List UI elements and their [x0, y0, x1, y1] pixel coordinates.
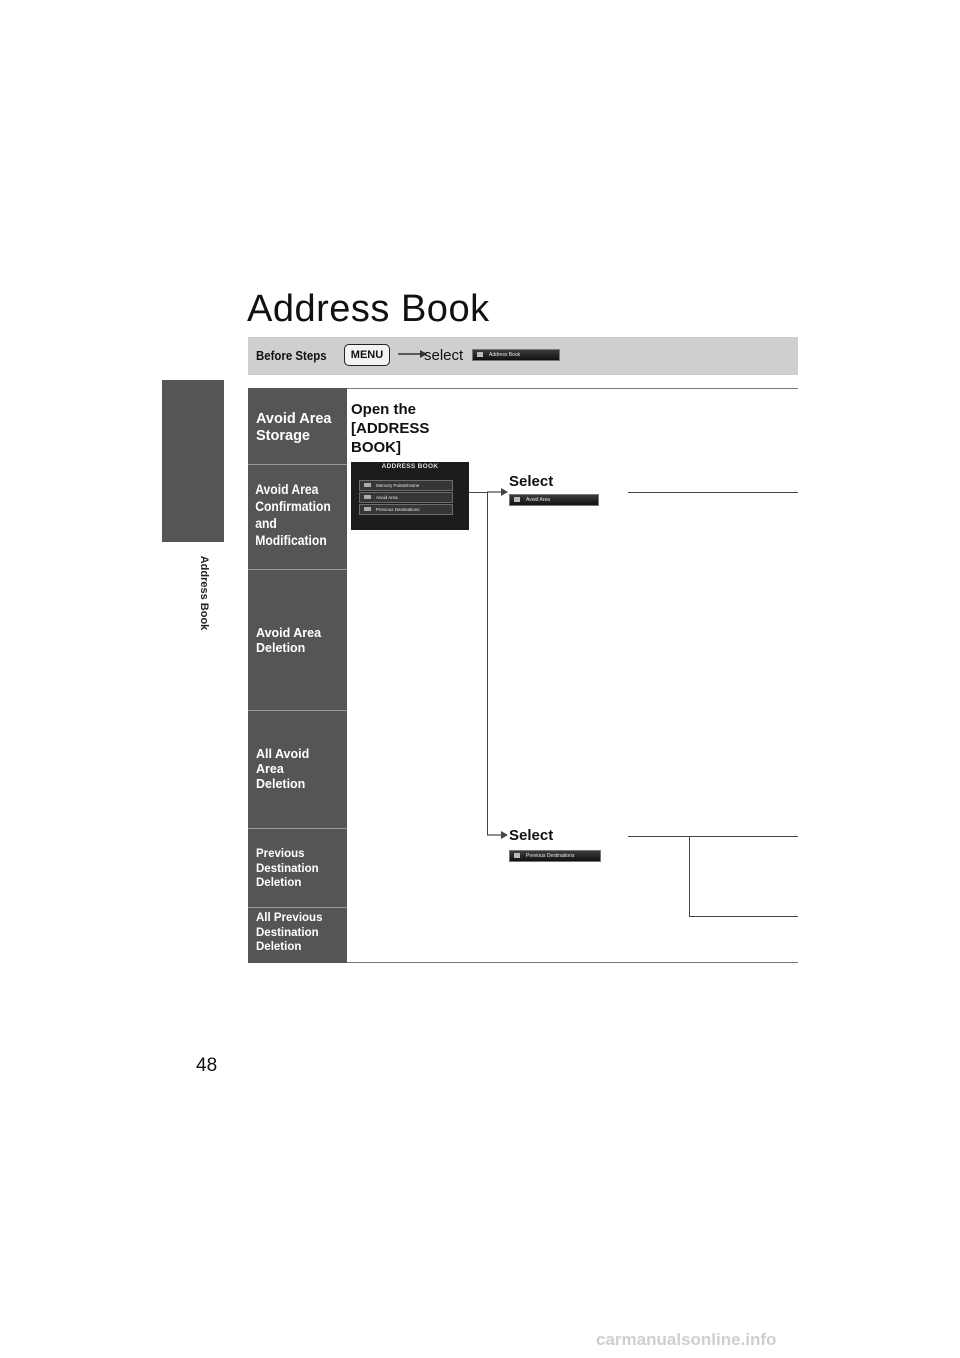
avoid-area-icon	[514, 497, 520, 502]
menu-button: MENU	[344, 344, 390, 366]
branch-line	[689, 836, 690, 917]
function-all-previous-destination-deletion: All Previous Destination Deletion	[256, 912, 323, 953]
function-list-column	[248, 388, 347, 963]
divider	[248, 464, 347, 465]
avoid-area-icon	[364, 495, 371, 499]
before-steps-bar	[248, 337, 798, 375]
branch-line	[628, 492, 798, 493]
connector-line	[469, 492, 487, 493]
divider	[248, 828, 347, 829]
before-steps-select-text: select	[424, 347, 464, 364]
screen-item-previous-destinations: Previous Destinations	[359, 504, 453, 515]
function-avoid-area-storage: Avoid Area Storage	[256, 411, 332, 444]
branch-line	[628, 836, 798, 837]
table-bottom-border	[347, 962, 798, 963]
before-steps-label: Before Steps	[256, 348, 327, 363]
function-avoid-area-confirmation: Avoid Area Confirmation and Modification	[255, 482, 331, 548]
footer-watermark: carmanualsonline.info	[596, 1330, 777, 1349]
screen-item-memory-points: Memory Points/Home	[359, 480, 453, 491]
previous-destinations-item-bar: Previous Destinations	[509, 850, 601, 862]
select-avoid-area-text: Select	[509, 473, 554, 490]
previous-destinations-icon	[514, 853, 520, 858]
chapter-side-label: Address Book	[198, 555, 210, 631]
avoid-area-item-bar: Avoid Area	[509, 494, 599, 506]
arrow-right-icon	[487, 828, 509, 842]
address-book-icon	[477, 352, 483, 357]
previous-destinations-icon	[364, 507, 371, 511]
select-previous-destinations-text: Select	[509, 827, 554, 844]
screen-title: ADDRESS BOOK	[381, 463, 439, 470]
divider	[248, 710, 347, 711]
page-number: 48	[196, 1055, 218, 1076]
screen-item-avoid-area: Avoid Area	[359, 492, 453, 503]
page-title: Address Book	[247, 288, 490, 330]
memory-points-icon	[364, 483, 371, 487]
address-book-screen-thumbnail	[351, 462, 469, 530]
function-avoid-area-deletion: Avoid Area Deletion	[256, 626, 322, 655]
address-book-item-bar: Address Book	[472, 349, 560, 361]
branch-line	[689, 916, 798, 917]
divider	[248, 907, 347, 908]
connector-line	[487, 492, 488, 835]
arrow-right-icon	[487, 485, 509, 499]
function-previous-destination-deletion: Previous Destination Deletion	[256, 848, 319, 889]
divider	[248, 569, 347, 570]
function-all-avoid-area-deletion: All Avoid Area Deletion	[256, 747, 310, 791]
chapter-side-tab	[162, 380, 224, 542]
table-top-border	[347, 388, 798, 389]
open-address-book-text: Open the [ADDRESS BOOK]	[351, 401, 430, 456]
